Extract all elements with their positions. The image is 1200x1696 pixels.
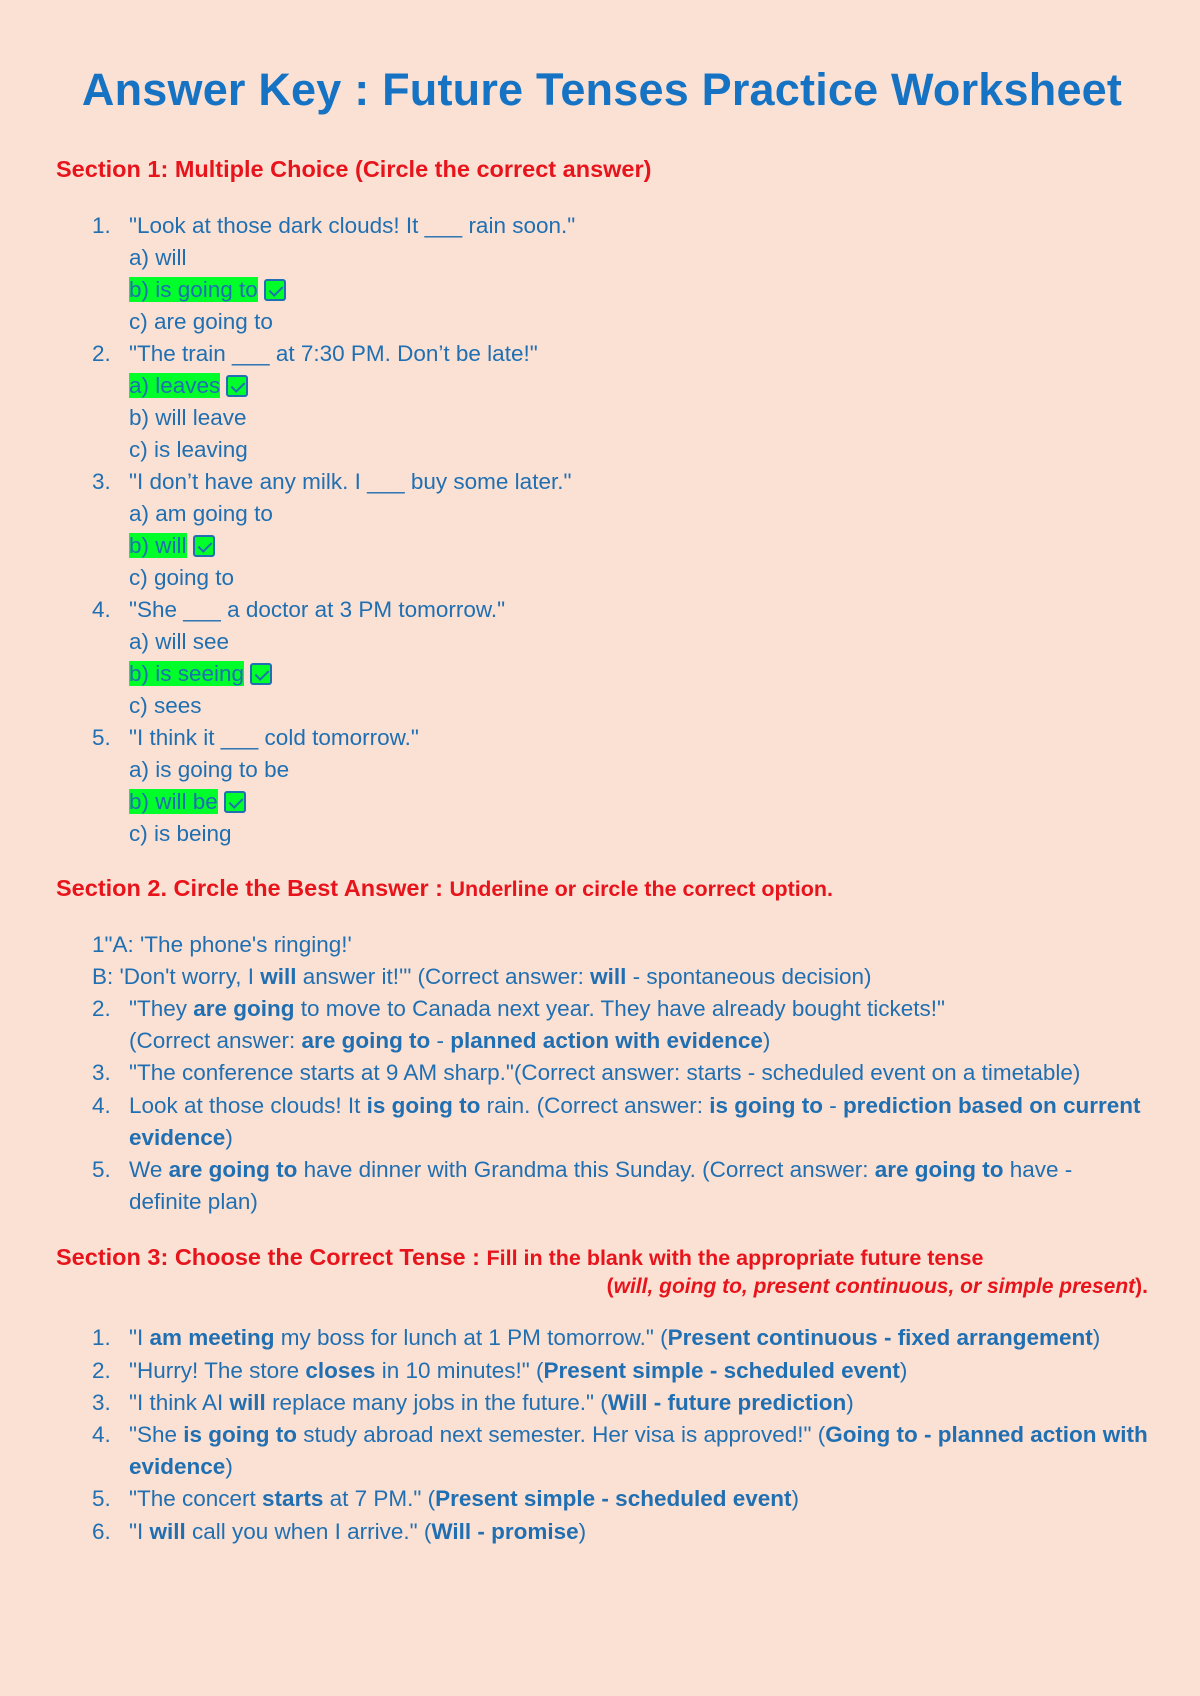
text: "The conference starts at 9 AM sharp."(Correct answer: starts - scheduled event on a timetable) bbox=[129, 1060, 1081, 1086]
checkbox-checked-icon bbox=[193, 535, 215, 557]
item-number: 2. bbox=[92, 1357, 111, 1383]
option-b-text: b) is going to bbox=[129, 277, 258, 302]
mc-question-5 bbox=[56, 722, 1148, 850]
option-a: a) am going to bbox=[129, 501, 273, 526]
question-text: "She ___ a doctor at 3 PM tomorrow." bbox=[129, 597, 506, 622]
text: have - definite plan) bbox=[129, 1157, 1073, 1215]
question-text: "Look at those dark clouds! It ___ rain soon." bbox=[129, 213, 576, 238]
text: have dinner with Grandma this Sunday. (Correct answer: bbox=[297, 1157, 875, 1183]
section-3-list bbox=[56, 1322, 1148, 1547]
text: ) bbox=[578, 1518, 587, 1544]
s3-item-1 bbox=[56, 1322, 1148, 1354]
text: at 7 PM." ( bbox=[323, 1486, 436, 1512]
answer-text: Going to - planned action with evidence bbox=[129, 1422, 1148, 1480]
text: Look at those clouds! It bbox=[129, 1092, 367, 1118]
question-text: "The train ___ at 7:30 PM. Don’t be late!" bbox=[129, 341, 538, 366]
question-number: 5. bbox=[92, 725, 111, 750]
option-b-correct bbox=[129, 274, 1148, 306]
question-text: "I don’t have any milk. I ___ buy some later." bbox=[129, 469, 572, 494]
option-c: c) is being bbox=[129, 821, 232, 846]
section-2-list bbox=[56, 929, 1148, 1218]
text: to move to Canada next year. They have already bought tickets!" bbox=[294, 996, 945, 1021]
checkbox-checked-icon bbox=[264, 279, 286, 301]
text: "I think AI bbox=[129, 1389, 230, 1415]
section-3 bbox=[56, 1244, 1148, 1547]
bold-text: planned action with evidence bbox=[450, 1028, 763, 1054]
text: (Correct answer: bbox=[129, 1028, 302, 1054]
item-number: 5. bbox=[92, 1157, 111, 1183]
text: ) bbox=[791, 1486, 799, 1512]
text: answer it!'" (Correct answer: bbox=[296, 964, 591, 989]
item-line-2 bbox=[129, 1025, 1148, 1057]
text: call you when I arrive." ( bbox=[185, 1518, 432, 1544]
text: "Hurry! The store bbox=[129, 1357, 306, 1383]
s3-item-5 bbox=[56, 1483, 1148, 1515]
text: "I bbox=[129, 1325, 150, 1351]
text: - bbox=[430, 1028, 451, 1054]
option-b-correct bbox=[129, 530, 1148, 562]
option-c: c) going to bbox=[129, 565, 235, 590]
option-c: c) sees bbox=[129, 693, 202, 718]
item-number: 1. bbox=[92, 1325, 111, 1351]
s2-item-5 bbox=[56, 1154, 1148, 1218]
section-3-heading bbox=[56, 1244, 1148, 1299]
text: ( bbox=[606, 1275, 614, 1299]
text: We bbox=[129, 1157, 169, 1183]
bold-text: is going to bbox=[366, 1092, 481, 1118]
s2-item-3 bbox=[56, 1057, 1148, 1089]
text: ) bbox=[899, 1357, 908, 1383]
option-b: b) will leave bbox=[129, 405, 247, 430]
text: rain. (Correct answer: bbox=[480, 1092, 710, 1118]
text: "They bbox=[129, 996, 194, 1021]
text: ). bbox=[1135, 1275, 1148, 1299]
bold-text: will bbox=[590, 964, 627, 989]
tense-options: will, going to, present continuous, or simple present bbox=[613, 1275, 1136, 1299]
text: ) bbox=[1092, 1325, 1101, 1351]
option-a-correct bbox=[129, 370, 1148, 402]
option-c: c) are going to bbox=[129, 309, 273, 334]
bold-text: starts bbox=[262, 1486, 324, 1512]
question-number: 2. bbox=[92, 341, 111, 366]
s3-item-6 bbox=[56, 1516, 1148, 1548]
bold-text: are going bbox=[193, 996, 295, 1021]
item-line-1 bbox=[129, 993, 1148, 1025]
s3-item-2 bbox=[56, 1355, 1148, 1387]
checkbox-checked-icon bbox=[224, 791, 246, 813]
question-number: 3. bbox=[92, 469, 111, 494]
option-a: a) will see bbox=[129, 629, 230, 654]
option-a-text: a) leaves bbox=[129, 373, 221, 398]
section-3-tense-list bbox=[56, 1275, 1148, 1299]
bold-text: prediction based on current evidence bbox=[129, 1092, 1141, 1150]
option-b-text: b) will be bbox=[129, 789, 218, 814]
text: study abroad next semester. Her visa is approved!" ( bbox=[297, 1422, 826, 1448]
bold-text: am meeting bbox=[149, 1325, 275, 1351]
item-number: 5. bbox=[92, 1486, 111, 1512]
question-number: 4. bbox=[92, 597, 111, 622]
text: "The concert bbox=[129, 1486, 263, 1512]
option-c: c) is leaving bbox=[129, 437, 248, 462]
answer-text: Present simple - scheduled event bbox=[435, 1486, 792, 1512]
answer-text: Will - promise bbox=[431, 1518, 579, 1544]
mc-question-2 bbox=[56, 338, 1148, 466]
text: - spontaneous decision) bbox=[626, 964, 872, 989]
mc-question-3 bbox=[56, 466, 1148, 594]
bold-text: will bbox=[260, 964, 297, 989]
text: - bbox=[822, 1092, 843, 1118]
checkbox-checked-icon bbox=[226, 375, 248, 397]
option-b-text: b) is seeing bbox=[129, 661, 245, 686]
answer-text: Will - future prediction bbox=[607, 1389, 847, 1415]
text: "I bbox=[129, 1518, 150, 1544]
option-b-text: b) will bbox=[129, 533, 187, 558]
text: ) bbox=[762, 1028, 771, 1054]
text: replace many jobs in the future." ( bbox=[265, 1389, 608, 1415]
bold-text: are going to bbox=[168, 1157, 298, 1183]
text: ) bbox=[225, 1454, 233, 1480]
text: B: 'Don't worry, I bbox=[92, 964, 261, 989]
section-2-heading bbox=[56, 875, 1148, 902]
bold-text: is going to bbox=[183, 1422, 298, 1448]
bold-text: will bbox=[149, 1518, 186, 1544]
option-a: a) is going to be bbox=[129, 757, 290, 782]
text: ) bbox=[846, 1389, 854, 1415]
item-number: 4. bbox=[92, 1092, 111, 1118]
option-a: a) will bbox=[129, 245, 187, 270]
text: "She bbox=[129, 1422, 184, 1448]
page-title: Answer Key : Future Tenses Practice Worksheet bbox=[81, 64, 1123, 115]
item-number: 3. bbox=[92, 1389, 111, 1415]
bold-text: are going to bbox=[301, 1028, 431, 1054]
section-3-title: Section 3: Choose the Correct Tense : bbox=[56, 1244, 487, 1271]
question-number: 1. bbox=[92, 213, 111, 238]
section-2 bbox=[56, 875, 1148, 1218]
item-number: 2. bbox=[92, 996, 111, 1021]
option-b-correct bbox=[129, 786, 1148, 818]
text: my boss for lunch at 1 PM tomorrow." ( bbox=[274, 1325, 668, 1351]
section-2-title: Section 2. Circle the Best Answer : bbox=[56, 875, 450, 901]
bold-text: closes bbox=[305, 1357, 376, 1383]
item-number: 4. bbox=[92, 1422, 111, 1448]
text: ) bbox=[225, 1124, 233, 1150]
s3-item-4 bbox=[56, 1419, 1148, 1483]
section-1-list bbox=[56, 210, 1148, 850]
mc-question-4 bbox=[56, 594, 1148, 722]
mc-question-1 bbox=[56, 210, 1148, 338]
question-text: "I think it ___ cold tomorrow." bbox=[129, 725, 419, 750]
section-3-instruction: Fill in the blank with the appropriate future tense bbox=[486, 1246, 984, 1271]
section-1 bbox=[56, 156, 1148, 850]
section-1-heading: Section 1: Multiple Choice (Circle the correct answer) bbox=[56, 156, 652, 182]
item-number: 3. bbox=[92, 1060, 111, 1086]
bold-text: is going to bbox=[709, 1092, 823, 1118]
s3-item-3 bbox=[56, 1387, 1148, 1419]
answer-text: Present simple - scheduled event bbox=[543, 1357, 900, 1383]
s2-item-1-line-2 bbox=[56, 961, 1148, 993]
s2-item-2 bbox=[56, 993, 1148, 1057]
answer-text: Present continuous - fixed arrangement bbox=[667, 1325, 1093, 1351]
text: in 10 minutes!" ( bbox=[375, 1357, 544, 1383]
section-2-instruction: Underline or circle the correct option. bbox=[449, 877, 834, 901]
s2-item-4 bbox=[56, 1090, 1148, 1154]
bold-text: are going to bbox=[874, 1157, 1004, 1183]
item-number: 6. bbox=[92, 1518, 111, 1544]
option-b-correct bbox=[129, 658, 1148, 690]
s2-item-1-line-1: 1"A: 'The phone's ringing!' bbox=[92, 932, 352, 957]
bold-text: will bbox=[229, 1389, 266, 1415]
checkbox-checked-icon bbox=[250, 663, 272, 685]
